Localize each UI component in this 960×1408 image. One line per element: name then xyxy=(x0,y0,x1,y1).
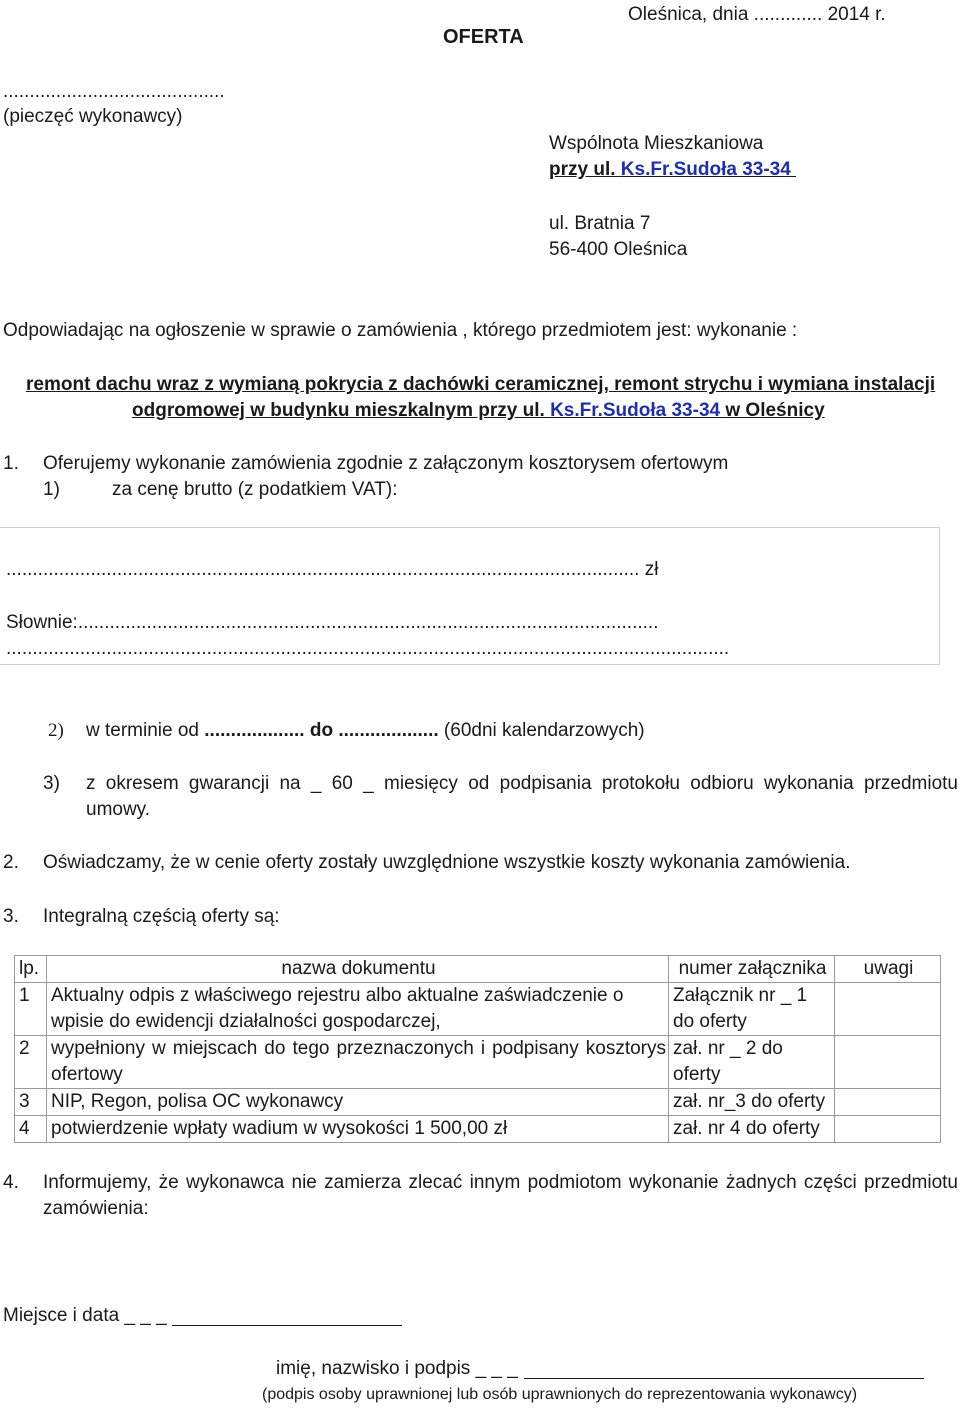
table-header-row xyxy=(15,956,941,983)
header-attachment-number: numer załącznika xyxy=(669,956,835,983)
row-notes xyxy=(835,1089,941,1116)
table-row xyxy=(15,1089,941,1116)
table-row xyxy=(15,983,941,1036)
row-attachment-number: zał. nr _ 2 do oferty xyxy=(669,1036,835,1089)
item2-text xyxy=(86,718,645,744)
table-row xyxy=(15,1116,941,1143)
place-date-line xyxy=(172,1325,402,1326)
section2-text: Oświadczamy, że w cenie oferty zostały uwzględnione wszystkie koszty wykonania zamówienia. xyxy=(43,852,851,873)
stamp-label: (pieczęć wykonawcy) xyxy=(3,106,183,127)
signature-name-label: imię, nazwisko i podpis _ _ _ xyxy=(276,1358,518,1379)
subject-link[interactable]: Ks.Fr.Sudoła 33-34 xyxy=(550,400,721,421)
row-document-name: Aktualny odpis z właściwego rejestru albo aktualne zaświadczenie o wpisie do ewidencji działalności gospodarczej, xyxy=(47,983,669,1036)
section4-line1: Informujemy, że wykonawca nie zamierza zlecać innym podmiotom wykonanie żadnych części przedmiotu xyxy=(43,1172,958,1193)
intro-text: Odpowiadając na ogłoszenie w sprawie o zamówienia , którego przedmiotem jest: wykonanie : xyxy=(3,320,798,341)
row-notes xyxy=(835,1036,941,1089)
row-notes xyxy=(835,1116,941,1143)
section3-number: 3. xyxy=(3,906,19,927)
row-lp: 2 xyxy=(15,1036,47,1089)
item3-line2: umowy. xyxy=(86,799,151,820)
item2-prefix: w terminie od xyxy=(86,720,205,741)
document-title: OFERTA xyxy=(443,26,524,48)
header-document-name: nazwa dokumentu xyxy=(47,956,669,983)
row-attachment-number: Załącznik nr _ 1 do oferty xyxy=(669,983,835,1036)
item3-number: 3) xyxy=(43,773,60,794)
section1-number: 1. xyxy=(3,453,19,474)
price-amount-line: ........................................................................................................................ zł xyxy=(6,559,659,580)
stamp-dots: .......................................... xyxy=(3,81,225,102)
row-lp: 3 xyxy=(15,1089,47,1116)
signature-note: (podpis osoby uprawnionej lub osób uprawnionych do reprezentowania wykonawcy) xyxy=(262,1386,858,1403)
recipient-line3: ul. Bratnia 7 xyxy=(549,213,651,234)
item3-line1: z okresem gwarancji na _ 60 _ miesięcy od podpisania protokołu odbioru wykonania przedmiotu xyxy=(86,773,958,794)
section1-text: Oferujemy wykonanie zamówienia zgodnie z załączonym kosztorysem ofertowym xyxy=(43,453,729,474)
section3-text: Integralną częścią oferty są: xyxy=(43,906,280,927)
subject-line1: remont dachu wraz z wymianą pokrycia z dachówki ceramicznej, remont strychu i wymiana instalacji xyxy=(26,374,936,395)
subject-line2-prefix: odgromowej w budynku mieszkalnym przy ul. xyxy=(132,400,551,421)
item1-number: 1) xyxy=(43,479,60,500)
section2-number: 2. xyxy=(3,852,19,873)
subject-line2 xyxy=(132,398,825,424)
recipient-line1: Wspólnota Mieszkaniowa xyxy=(549,133,764,154)
recipient-line4: 56-400 Oleśnica xyxy=(549,239,688,260)
row-document-name: potwierdzenie wpłaty wadium w wysokości 1 500,00 zł xyxy=(47,1116,669,1143)
row-lp: 4 xyxy=(15,1116,47,1143)
row-attachment-number: zał. nr 4 do oferty xyxy=(669,1116,835,1143)
price-words-continuation: ......................................................................................................................................... xyxy=(6,638,730,659)
recipient-line2 xyxy=(549,157,796,183)
row-notes xyxy=(835,983,941,1036)
item1-text: za cenę brutto (z podatkiem VAT): xyxy=(112,479,398,500)
subject-line2-suffix: w Oleśnicy xyxy=(720,400,825,421)
section4-number: 4. xyxy=(3,1172,19,1193)
row-attachment-number: zał. nr_3 do oferty xyxy=(669,1089,835,1116)
row-document-name: wypełniony w miejscach do tego przeznaczonych i podpisany kosztorys ofertowy xyxy=(47,1036,669,1089)
table-row xyxy=(15,1036,941,1089)
item2-number: 2) xyxy=(48,720,64,741)
signature-line xyxy=(524,1378,924,1379)
attachments-table xyxy=(14,955,941,1143)
row-document-name: NIP, Regon, polisa OC wykonawcy xyxy=(47,1089,669,1116)
row-lp: 1 xyxy=(15,983,47,1036)
section4-line2: zamówienia: xyxy=(43,1198,149,1219)
place-date: Oleśnica, dnia ............. 2014 r. xyxy=(628,4,886,25)
place-date-label: Miejsce i data _ _ _ xyxy=(3,1305,167,1326)
recipient-street-prefix: przy ul. xyxy=(549,159,621,180)
recipient-street-link[interactable]: Ks.Fr.Sudoła 33-34 xyxy=(620,159,791,180)
header-lp: lp. xyxy=(15,956,47,983)
item2-dates: ................... do ................... xyxy=(204,720,439,741)
item2-suffix: (60dni kalendarzowych) xyxy=(438,720,645,741)
header-notes: uwagi xyxy=(835,956,941,983)
price-words-line: Słownie:.............................................................................................................. xyxy=(6,612,659,633)
